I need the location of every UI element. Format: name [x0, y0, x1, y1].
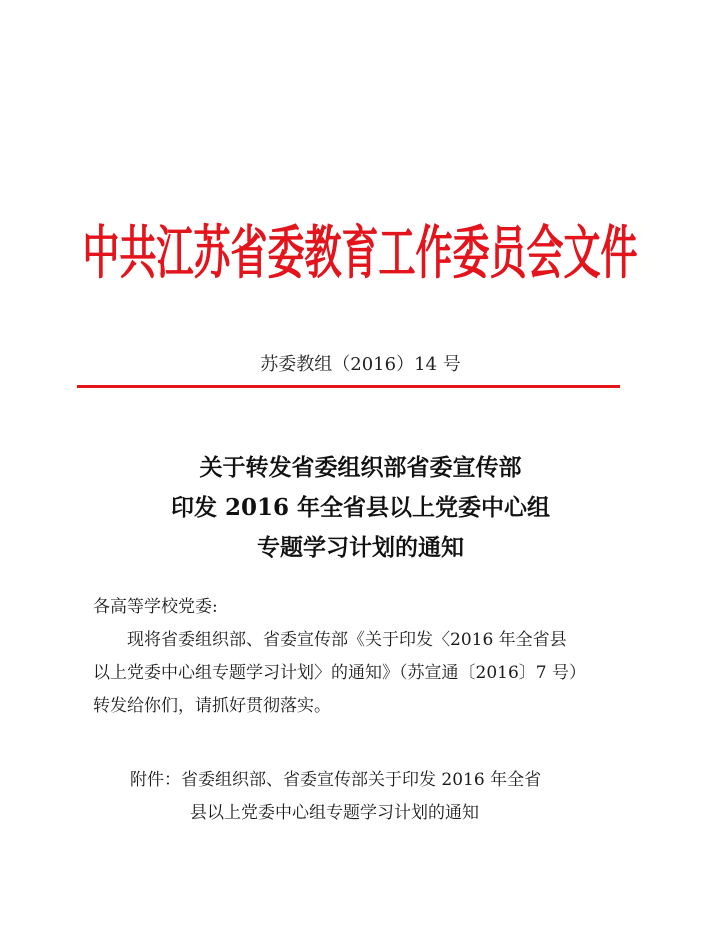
- attachment-continuation: 县以上党委中心组专题学习计划的通知: [190, 803, 479, 823]
- title-line-2: 印发 2016 年全省县以上党委中心组: [170, 494, 551, 521]
- salutation: 各高等学校党委:: [93, 597, 218, 617]
- body-line-2: 以上党委中心组专题学习计划〉的通知》（苏宣通〔2016〕7 号）: [93, 663, 586, 683]
- title-line-3: 专题学习计划的通知: [257, 534, 464, 561]
- title-line-1: 关于转发省委组织部省委宣传部: [199, 454, 522, 481]
- notice-title: [0, 448, 721, 568]
- attachment-section: [130, 764, 630, 830]
- body-line-1: 现将省委组织部、省委宣传部《关于印发〈2016 年全省县: [127, 630, 567, 650]
- document-number: 苏委教组（2016）14 号: [260, 354, 461, 375]
- red-divider-line: [77, 385, 620, 388]
- document-masthead: 中共江苏省委教育工作委员会文件: [82, 219, 638, 287]
- notice-body: [93, 591, 638, 723]
- body-line-3: 转发给你们，请抓好贯彻落实。: [93, 696, 331, 716]
- attachment-label-line: 附件：省委组织部、省委宣传部关于印发 2016 年全省: [130, 770, 542, 790]
